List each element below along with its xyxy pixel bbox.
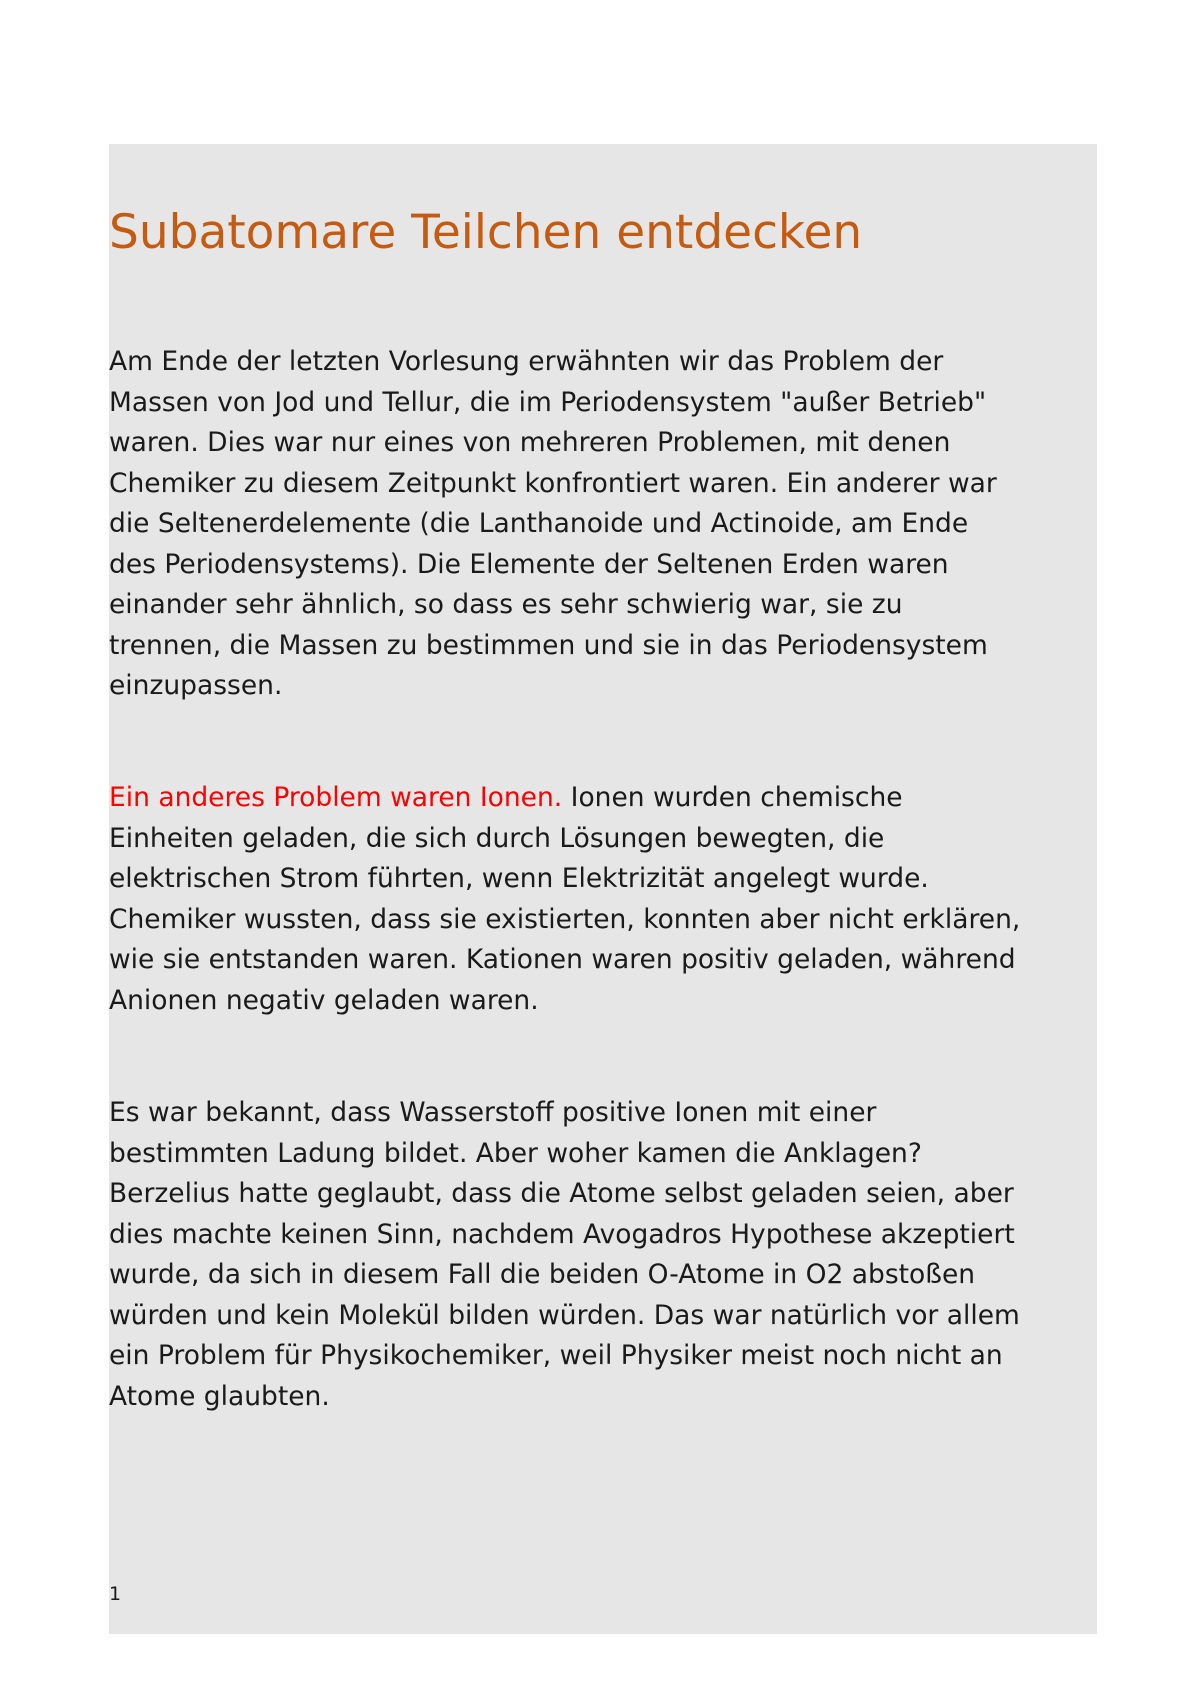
paragraph-line: bestimmten Ladung bildet. Aber woher kamen die Anklagen? bbox=[109, 1137, 922, 1169]
page-number: 1 bbox=[109, 1583, 122, 1605]
paragraph-line: des Periodensystems). Die Elemente der Seltenen Erden waren bbox=[109, 548, 949, 580]
paragraph-line-rest: Ionen wurden chemische bbox=[562, 782, 903, 813]
paragraph-line: Anionen negativ geladen waren. bbox=[109, 984, 539, 1016]
paragraph-line: ein Problem für Physikochemiker, weil Physiker meist noch nicht an bbox=[109, 1340, 1003, 1371]
paragraph-line: einzupassen. bbox=[109, 670, 283, 701]
paragraph-line: Chemiker zu diesem Zeitpunkt konfrontiert waren. Ein anderer war bbox=[109, 467, 997, 499]
paragraph-line: wie sie entstanden waren. Kationen waren positiv geladen, während bbox=[109, 944, 1016, 975]
paragraph-line: einander sehr ähnlich, so dass es sehr schwierig war, sie zu bbox=[109, 589, 903, 620]
paragraph-line: trennen, die Massen zu bestimmen und sie in das Periodensystem bbox=[109, 629, 988, 661]
paragraph-line: würden und kein Molekül bilden würden. Das war natürlich vor allem bbox=[109, 1299, 1020, 1331]
paragraph-line: elektrischen Strom führten, wenn Elektrizität angelegt wurde. bbox=[109, 863, 929, 894]
paragraph-line: Chemiker wussten, dass sie existierten, konnten aber nicht erklären, bbox=[109, 903, 1021, 935]
paragraph-3 bbox=[109, 1093, 1109, 1417]
highlighted-sentence: Ein anderes Problem waren Ionen. bbox=[109, 782, 563, 813]
paragraph-line bbox=[109, 778, 1109, 819]
paragraph-line: waren. Dies war nur eines von mehreren Problemen, mit denen bbox=[109, 427, 951, 458]
document-title: Subatomare Teilchen entdecken bbox=[109, 205, 863, 260]
paragraph-line: Berzelius hatte geglaubt, dass die Atome selbst geladen seien, aber bbox=[109, 1178, 1014, 1209]
paragraph-line: dies machte keinen Sinn, nachdem Avogadros Hypothese akzeptiert bbox=[109, 1218, 1015, 1250]
paragraph-line: wurde, da sich in diesem Fall die beiden O-Atome in O2 abstoßen bbox=[109, 1259, 976, 1290]
paragraph-line: Am Ende der letzten Vorlesung erwähnten wir das Problem der bbox=[109, 346, 944, 377]
paragraph-line: Atome glaubten. bbox=[109, 1380, 330, 1412]
paragraph-line: Massen von Jod und Tellur, die im Periodensystem "außer Betrieb" bbox=[109, 386, 987, 418]
paragraph-line: die Seltenerdelemente (die Lanthanoide und Actinoide, am Ende bbox=[109, 508, 969, 539]
paragraph-line: Einheiten geladen, die sich durch Lösungen bewegten, die bbox=[109, 822, 885, 854]
paragraph-2 bbox=[109, 778, 1109, 1021]
paragraph-line: Es war bekannt, dass Wasserstoff positive Ionen mit einer bbox=[109, 1097, 877, 1128]
paragraph-1 bbox=[109, 342, 1109, 707]
